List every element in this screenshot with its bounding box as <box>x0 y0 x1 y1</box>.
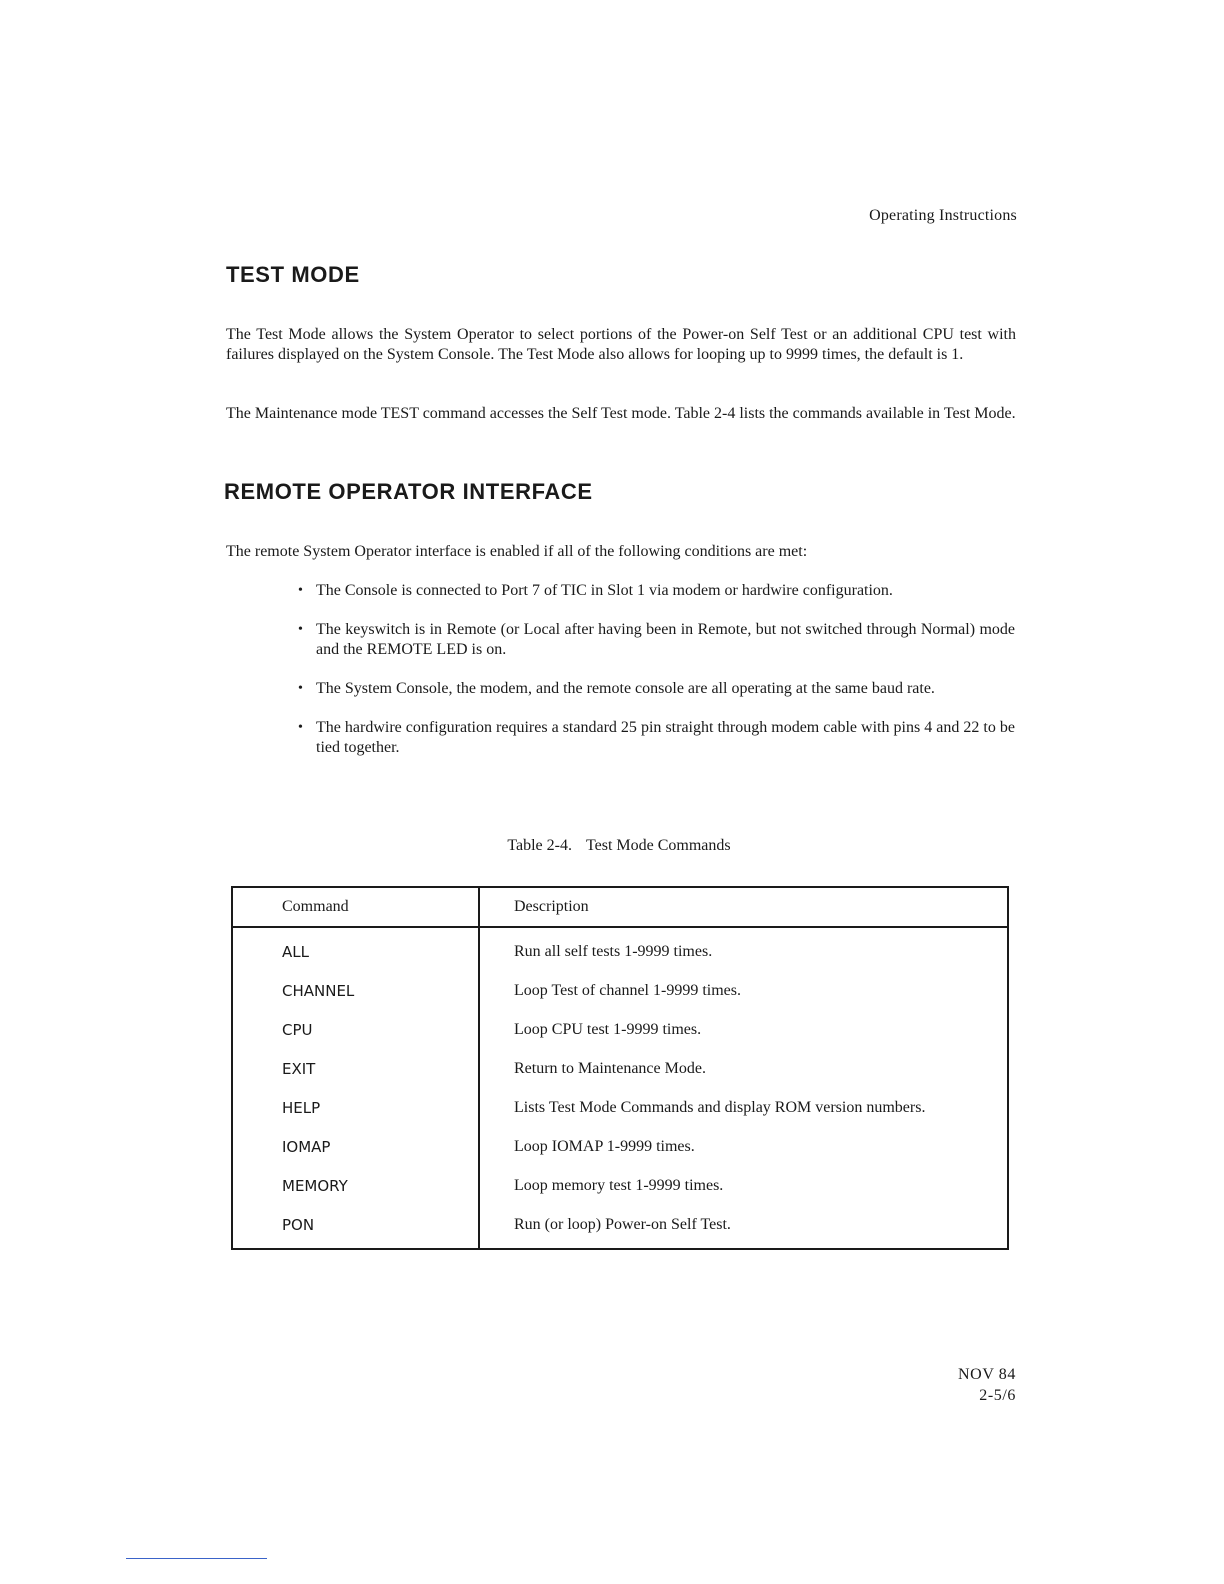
command-cell: CPU <box>232 1010 479 1049</box>
list-item <box>298 679 1015 699</box>
description-cell: Return to Maintenance Mode. <box>514 1059 706 1077</box>
list-item <box>298 581 1015 601</box>
table-caption <box>0 837 1224 855</box>
footer-page-number: 2-5/6 <box>979 1387 1016 1404</box>
section-heading-remote-interface: REMOTE OPERATOR INTERFACE <box>224 479 593 504</box>
command-cell: HELP <box>232 1088 479 1127</box>
bullet-icon: • <box>298 681 303 696</box>
table-row <box>232 1088 1008 1127</box>
list-item-text: The hardwire configuration requires a standard 25 pin straight through modem cable with pins 4 and 22 to be tied together. <box>316 719 1015 756</box>
section-heading-test-mode: TEST MODE <box>226 262 360 287</box>
paragraph: The Test Mode allows the System Operator to select portions of the Power-on Self Test or an additional CPU test with failures displayed on the System Console. The Test Mode also allows for looping up to 9999 times, the default is 1. <box>226 326 1016 363</box>
footer-date: NOV 84 <box>958 1366 1016 1383</box>
table-header-row <box>232 887 1008 927</box>
command-cell: IOMAP <box>232 1127 479 1166</box>
list-item <box>298 718 1015 758</box>
description-cell: Run all self tests 1-9999 times. <box>514 942 713 960</box>
column-header-description: Description <box>479 887 1008 927</box>
command-cell: CHANNEL <box>232 971 479 1010</box>
list-item-text: The System Console, the modem, and the remote console are all operating at the same baud rate. <box>316 680 935 697</box>
table-row <box>232 971 1008 1010</box>
scan-edge-line <box>126 1558 267 1559</box>
running-header: Operating Instructions <box>869 207 1017 224</box>
list-item <box>298 620 1015 660</box>
table-row <box>232 1205 1008 1249</box>
command-cell: PON <box>232 1205 479 1249</box>
bullet-icon: • <box>298 583 303 598</box>
list-item-text: The Console is connected to Port 7 of TIC in Slot 1 via modem or hardwire configuration. <box>316 582 893 599</box>
bullet-icon: • <box>298 622 303 637</box>
table-caption-number: Table 2-4. <box>507 837 572 854</box>
description-cell: Run (or loop) Power-on Self Test. <box>514 1215 731 1233</box>
description-cell: Loop Test of channel 1-9999 times. <box>514 981 741 999</box>
column-header-command: Command <box>232 887 479 927</box>
table-row <box>232 1127 1008 1166</box>
table-row <box>232 927 1008 971</box>
paragraph: The remote System Operator interface is enabled if all of the following conditions are met: <box>226 543 808 560</box>
conditions-list <box>298 581 1015 777</box>
paragraph: The Maintenance mode TEST command accesses the Self Test mode. Table 2-4 lists the commands available in Test Mode. <box>226 405 1016 422</box>
command-cell: ALL <box>232 927 479 971</box>
description-cell: Loop IOMAP 1-9999 times. <box>514 1137 695 1155</box>
description-cell: Loop memory test 1-9999 times. <box>514 1176 724 1194</box>
command-cell: EXIT <box>232 1049 479 1088</box>
bullet-icon: • <box>298 720 303 735</box>
table-caption-title: Test Mode Commands <box>585 837 731 854</box>
test-mode-commands-table <box>231 886 1009 1250</box>
table-row <box>232 1049 1008 1088</box>
command-cell: MEMORY <box>232 1166 479 1205</box>
table-row <box>232 1010 1008 1049</box>
description-cell: Lists Test Mode Commands and display ROM version numbers. <box>514 1098 926 1116</box>
table-row <box>232 1166 1008 1205</box>
list-item-text: The keyswitch is in Remote (or Local after having been in Remote, but not switched through Normal) mode and the REMOTE LED is on. <box>316 621 1015 658</box>
description-cell: Loop CPU test 1-9999 times. <box>514 1020 702 1038</box>
